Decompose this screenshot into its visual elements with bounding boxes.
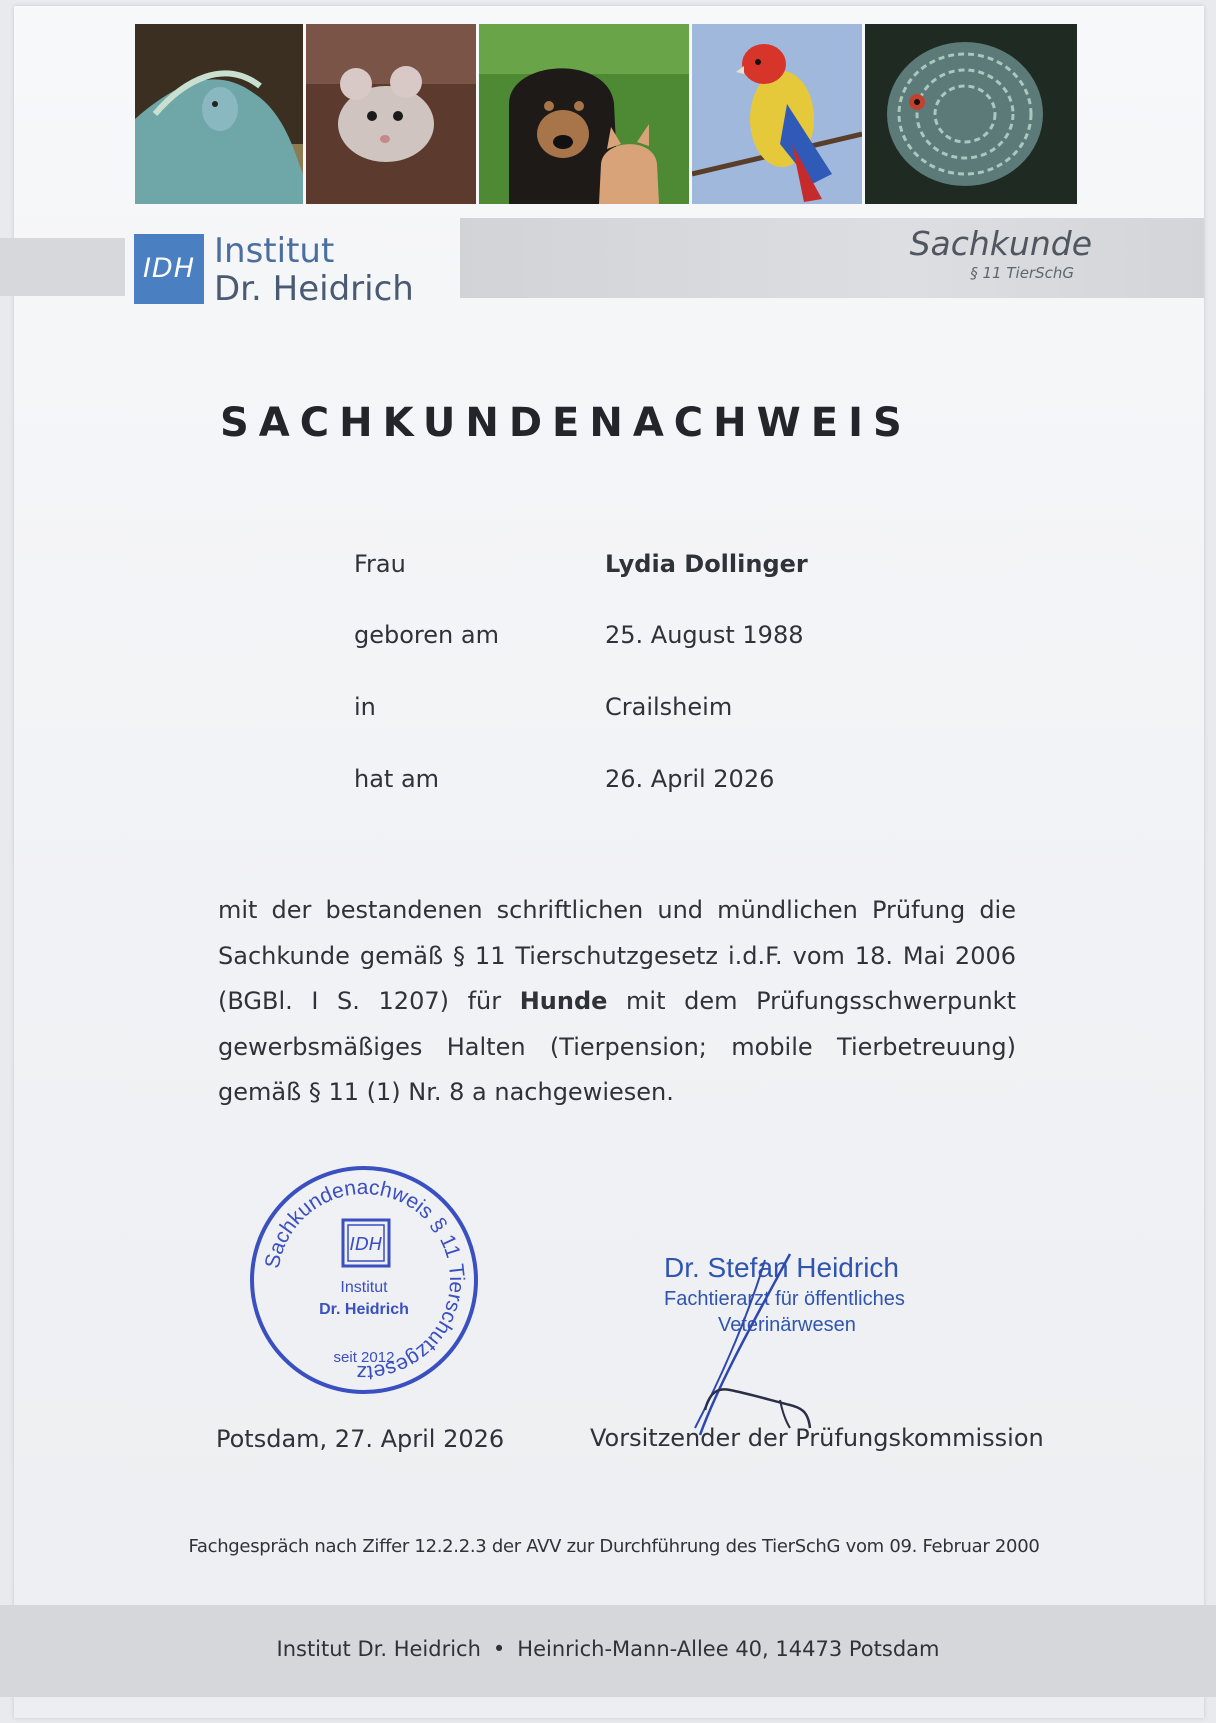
idh-logo-mark: IDH xyxy=(134,234,204,304)
stamp-ring-text: Sachkundenachweis § 11 Tierschutzgesetz xyxy=(260,1175,469,1385)
handwritten-signature xyxy=(640,1250,840,1440)
legal-note: Fachgespräch nach Ziffer 12.2.2.3 der AVV zur Durchführung des TierSchG vom 09. Februar 2000 xyxy=(188,1536,1040,1557)
header-bar-right xyxy=(460,218,1204,298)
logo-line-2: Dr. Heidrich xyxy=(214,269,414,309)
parrot-photo xyxy=(692,24,862,204)
field-label: hat am xyxy=(354,765,440,793)
stamp-line-1: Institut xyxy=(340,1279,388,1296)
field-label: geboren am xyxy=(354,621,499,649)
footer-institute-name: Institut Dr. Heidrich xyxy=(276,1637,481,1661)
footer-street-address: Heinrich-Mann-Allee 40, 14473 Potsdam xyxy=(517,1637,940,1661)
logo-line-1: Institut xyxy=(214,231,335,271)
body-bold-animal: Hunde xyxy=(519,987,608,1015)
stamp-mark: IDH xyxy=(349,1234,383,1255)
footer-separator: • xyxy=(492,1637,506,1661)
field-value-birthdate: 25. August 1988 xyxy=(605,621,804,649)
badge-title: Sachkunde xyxy=(909,224,1092,263)
field-value-exam-date: 26. April 2026 xyxy=(605,765,775,793)
field-label: Frau xyxy=(354,550,406,578)
field-value-birthplace: Crailsheim xyxy=(605,693,733,721)
stamp-line-2: Dr. Heidrich xyxy=(319,1301,409,1318)
signer-title-1: Fachtierarzt für öffentliches xyxy=(664,1288,905,1310)
field-label: in xyxy=(354,693,376,721)
stamp-since: seit 2012 xyxy=(333,1349,395,1366)
institute-logo-text xyxy=(214,232,414,308)
document-title: SACHKUNDENACHWEIS xyxy=(220,400,912,446)
official-stamp xyxy=(248,1164,480,1396)
iguana-photo xyxy=(135,24,303,204)
discus-fish-photo xyxy=(865,24,1077,204)
certificate-body-text xyxy=(218,888,1016,1116)
signer-name: Dr. Stefan Heidrich xyxy=(664,1252,899,1283)
animal-photo-strip xyxy=(135,24,1077,204)
signer-title-2: Veterinärwesen xyxy=(718,1314,856,1336)
mouse-photo xyxy=(306,24,476,204)
place-and-date: Potsdam, 27. April 2026 xyxy=(216,1425,505,1453)
badge-subtitle: § 11 TierSchG xyxy=(970,264,1074,282)
header-bar-left xyxy=(0,238,125,296)
chair-label: Vorsitzender der Prüfungskommission xyxy=(590,1424,1044,1452)
dog-and-kitten-photo xyxy=(479,24,689,204)
footer-address xyxy=(0,1637,1216,1661)
body-part-2: mit dem Prüfungsschwerpunkt gewerbsmäßiges Halten (Tierpension; mobile Tierbetreuung) gemäß § 11 (1) Nr. 8 a nachgewiesen. xyxy=(218,987,1016,1106)
field-value-name: Lydia Dollinger xyxy=(605,550,808,578)
body-part-1: mit der bestandenen schriftlichen und mündlichen Prüfung die Sachkunde gemäß § 11 Tierschutzgesetz i.d.F. vom 18. Mai 2006 (BGBl. I S. 1207) für xyxy=(218,896,1016,1015)
